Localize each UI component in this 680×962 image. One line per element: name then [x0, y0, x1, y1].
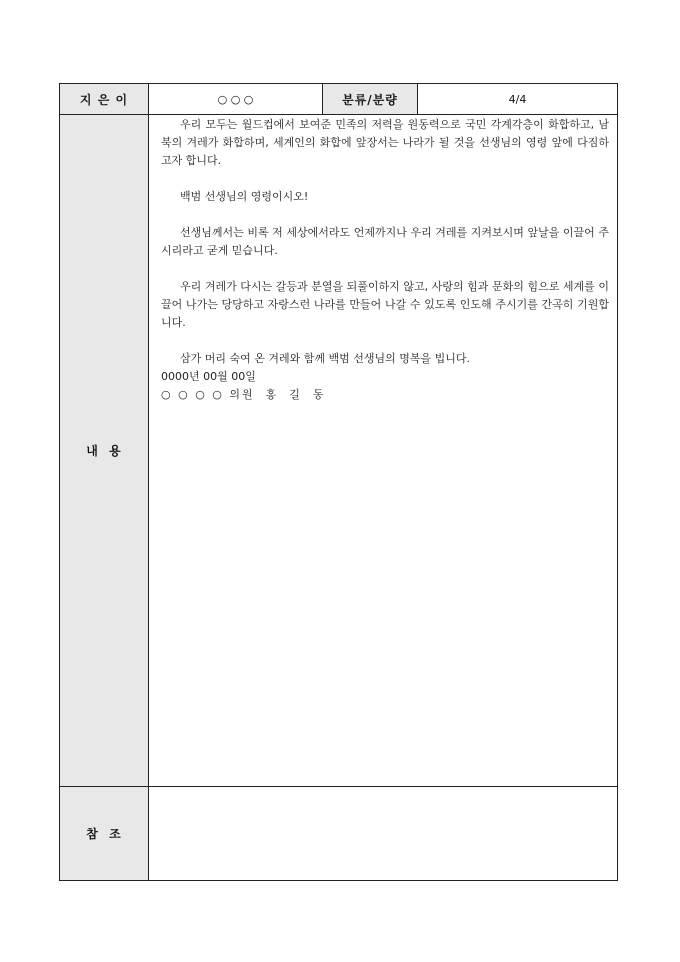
content-body [149, 115, 618, 787]
category-value: 4/4 [418, 84, 618, 115]
author-label: 지 은 이 [60, 84, 149, 115]
signature-line: ○ ○ ○ ○ 의원 홍 길 동 [161, 388, 326, 401]
document-form [59, 83, 618, 881]
paragraph-2: 백범 선생님의 영령이시오! [180, 190, 309, 203]
category-label: 분류/분량 [323, 84, 418, 115]
reference-body [149, 787, 618, 881]
date-line: 0000년 00월 00일 [161, 370, 256, 383]
paragraph-4: 우리 겨레가 다시는 갈등과 분열을 되풀이하지 않고, 사랑의 힘과 문화의 힘으로 세계를 이끌어 나가는 당당하고 자랑스런 나라를 만들어 나갈 수 있도록 인도해 주시기를 간곡히 기원합니다. [161, 280, 609, 329]
paragraph-3: 선생님께서는 비록 저 세상에서라도 언제까지나 우리 겨레를 지켜보시며 앞날을 이끌어 주시리라고 굳게 믿습니다. [161, 226, 609, 257]
content-label-text: 내 용 [86, 444, 122, 458]
content-label [60, 115, 149, 787]
reference-label-text: 참 조 [86, 827, 122, 841]
paragraph-1: 우리 모두는 월드컵에서 보여준 민족의 저력을 원동력으로 국민 각계각층이 화합하고, 남북의 겨레가 화합하며, 세계인의 화합에 앞장서는 나라가 될 것을 선생님의 영령 앞에 다짐하고자 합니다. [161, 118, 609, 167]
paragraph-5: 삼가 머리 숙여 온 겨레와 함께 백범 선생님의 명복을 빕니다. [180, 352, 470, 365]
reference-label [60, 787, 149, 881]
author-value: ○ ○ ○ [149, 84, 323, 115]
